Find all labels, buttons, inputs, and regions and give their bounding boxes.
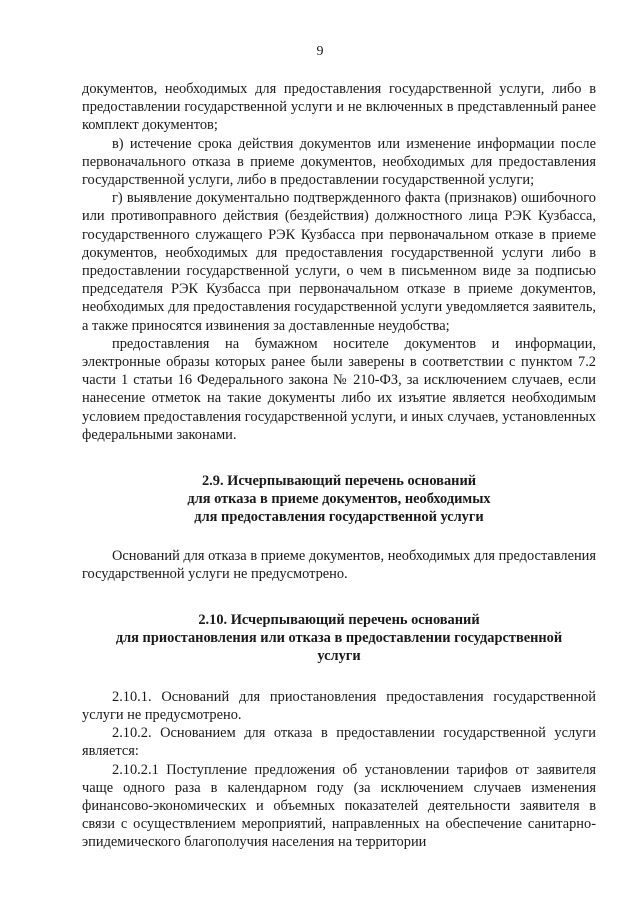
heading-line: для отказа в приеме документов, необходимых <box>187 491 491 508</box>
heading-line: услуги <box>317 648 361 665</box>
heading-line: 2.10. Исчерпывающий перечень оснований <box>198 612 480 629</box>
paragraph-2-10-1: 2.10.1. Оснований для приостановления предоставления государственной услуги не предусмотрено. <box>82 688 596 723</box>
paragraph-2-10-2-1: 2.10.2.1 Поступление предложения об установлении тарифов от заявителя чаще одного раза в календарном году (за исключением случаев изменения финансово-экономических и объемных показателей деятельности заявителя в связи с осуществлением мероприятий, направленных на обеспечение санитарно-эпидемического благополучия населения на территории <box>82 761 596 851</box>
page-content <box>82 80 596 852</box>
section-2-9-heading <box>82 472 596 527</box>
paragraph-item-g: г) выявление документально подтвержденного факта (признаков) ошибочного или противоправного действия (бездействия) должностного лица РЭК Кузбасса, государственного служащего РЭК Кузбасса при первоначальном отказе в приеме документов, необходимых для предоставления государственной услуги либо в предоставлении государственной услуги, о чем в письменном виде за подписью председателя РЭК Кузбасса при первоначальном отказе в приеме документов, необходимых для предоставления государственной услуги уведомляется заявитель, а также приносятся извинения за доставленные неудобства; <box>82 190 596 334</box>
paragraph-paper-documents: предоставления на бумажном носителе документов и информации, электронные образы которых ранее были заверены в соответствии с пунктом 7.2 части 1 статьи 16 Федерального закона № 210-ФЗ, за исключением случаев, если нанесение отметок на такие документы либо их изъятие является необходимым условием предоставления государственной услуги, и иных случаев, установленных федеральными законами. <box>82 335 596 443</box>
paragraph-2-10-2: 2.10.2. Основанием для отказа в предоставлении государственной услуги является: <box>82 725 596 760</box>
page-number: 9 <box>316 44 324 59</box>
paragraph-item-v: в) истечение срока действия документов или изменение информации после первоначального отказа в приеме документов, необходимых для предоставления государственной услуги, либо в предоставлении государственной услуги; <box>82 135 596 189</box>
heading-line: для предоставления государственной услуги <box>194 509 484 526</box>
heading-line: 2.9. Исчерпывающий перечень оснований <box>201 473 477 490</box>
paragraph-continuation: документов, необходимых для предоставления государственной услуги, либо в предоставлении государственной услуги и не включенных в представленный ранее комплект документов; <box>82 81 596 134</box>
section-2-9-body: Оснований для отказа в приеме документов, необходимых для предоставления государственной услуги не предусмотрено. <box>82 547 596 582</box>
heading-line: для приостановления или отказа в предоставлении государственной <box>115 630 563 647</box>
section-2-10-heading <box>82 611 596 666</box>
